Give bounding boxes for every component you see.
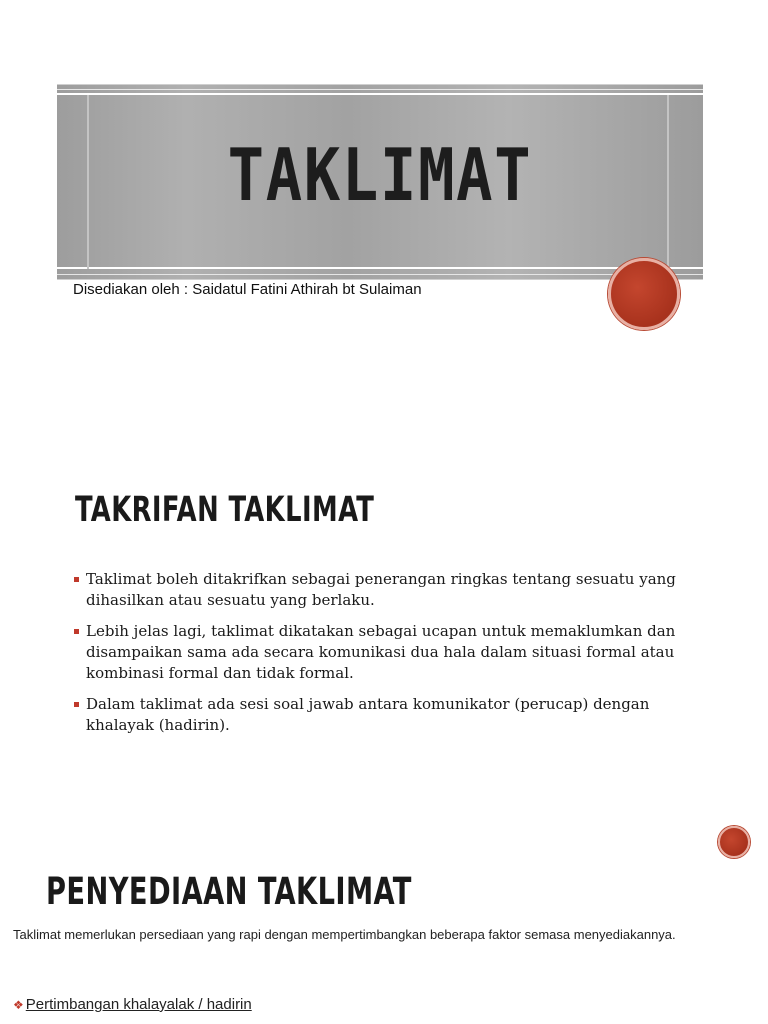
square-bullet-icon xyxy=(74,702,79,707)
main-title: TAKLIMAT xyxy=(227,133,533,217)
band-divider xyxy=(667,95,669,269)
square-bullet-icon xyxy=(74,577,79,582)
band-divider xyxy=(87,95,89,269)
decorative-circle-icon xyxy=(608,258,680,330)
preparation-heading: PENYEDIAAN TAKLIMAT xyxy=(46,870,412,913)
diamond-bullet-icon: ❖ xyxy=(13,998,24,1012)
decorative-circle-icon xyxy=(718,826,750,858)
band-line-top xyxy=(57,89,703,90)
preparation-paragraph: Taklimat memerlukan persediaan yang rapi dengan mempertimbangkan beberapa faktor semasa menyediakannya. xyxy=(13,927,676,942)
band-line-bottom xyxy=(57,274,703,275)
list-item xyxy=(72,621,692,684)
slide-title xyxy=(0,0,768,430)
list-item-text: Dalam taklimat ada sesi soal jawab antara komunikator (perucap) dengan khalayak (hadirin). xyxy=(86,695,650,734)
title-band xyxy=(57,84,703,280)
preparation-item[interactable] xyxy=(13,996,252,1013)
list-item-text: Taklimat boleh ditakrifkan sebagai penerangan ringkas tentang sesuatu yang dihasilkan atau sesuatu yang berlaku. xyxy=(86,570,676,609)
preparation-item-text[interactable]: Pertimbangan khalayalak / hadirin xyxy=(25,996,252,1013)
list-item xyxy=(72,694,692,736)
list-item-text: Lebih jelas lagi, taklimat dikatakan sebagai ucapan untuk memaklumkan dan disampaikan sama ada secara komunikasi dua hala dalam situasi formal atau kombinasi formal dan tidak formal. xyxy=(86,622,676,682)
square-bullet-icon xyxy=(74,629,79,634)
definition-list xyxy=(72,569,692,746)
presenter-credit: Disediakan oleh : Saidatul Fatini Athirah bt Sulaiman xyxy=(73,281,422,298)
list-item xyxy=(72,569,692,611)
definition-heading: TAKRIFAN TAKLIMAT xyxy=(75,490,375,530)
